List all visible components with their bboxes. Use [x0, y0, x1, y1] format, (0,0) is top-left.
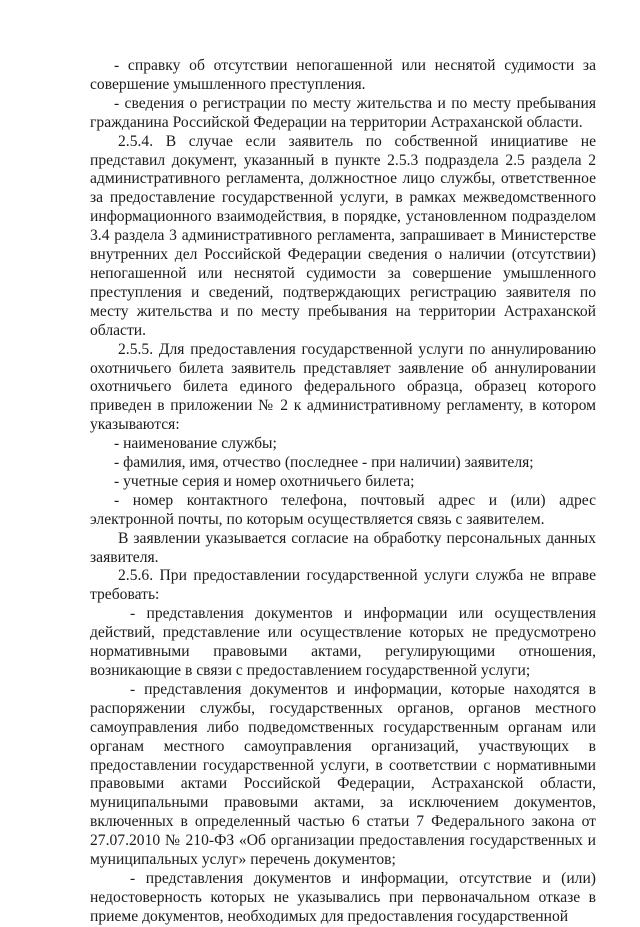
paragraph-2-5-4: 2.5.4. В случае если заявитель по собственной инициативе не представил документ, указанный в пункте 2.5.3 подраздела 2.5 раздела 2 административного регламента, должностное лицо службы, ответственное за предоставление государственной услуги, в рамках межведомственного информационного взаимодействия, в порядке, установленном подразделом 3.4 раздела 3 административного регламента, запрашивает в Министерстве внутренних дел Российской Федерации сведения о наличии (отсутствии) непогашенной или неснятой судимости за совершение умышленного преступления и сведений, подтверждающих регистрацию заявителя по месту жительства и по месту пребывания на территории Астраханской области.	[90, 132, 596, 339]
list-item-service-name: - наименование службы;	[114, 435, 277, 453]
paragraph-2-5-5: 2.5.5. Для предоставления государственной услуги по аннулированию охотничьего билета заявитель представляет заявление об аннулировании охотничьего билета единого федерального образца, образец которого приведен в приложении № 2 к административному регламенту, в котором указываются:	[90, 340, 596, 434]
list-item-full-name: - фамилия, имя, отчество (последнее - при наличии) заявителя;	[114, 454, 534, 472]
paragraph-criminal-record-certificate: - справку об отсутствии непогашенной или неснятой судимости за совершение умышленного преступления.	[90, 57, 596, 93]
paragraph-2-5-6: 2.5.6. При предоставлении государственной услуги служба не вправе требовать:	[90, 567, 596, 604]
paragraph-registration-info: - сведения о регистрации по месту жительства и по месту пребывания гражданина Российской Федерации на территории Астраханской области.	[90, 94, 596, 131]
list-item-documents-in-possession: - представления документов и информации, которые находятся в распоряжении службы, государственных органов, органов местного самоуправления либо подведомственных государственным органам или органам местного самоуправления организаций, участвующих в предоставлении государственной услуги, в соответствии с нормативными правовыми актами Российской Федерации, Астраханской области, муниципальными правовыми актами, за исключением документов, включенных в определенный частью 6 статьи 7 Федерального закона от 27.07.2010 № 210-ФЗ «Об организации предоставления государственных и муниципальных услуг» перечень документов;	[90, 680, 596, 869]
paragraph-personal-data-consent: В заявлении указывается согласие на обработку персональных данных заявителя.	[90, 529, 596, 566]
list-item-documents-not-indicated: - представления документов и информации, отсутствие и (или) недостоверность которых не указывались при первоначальном отказе в приеме документов, необходимых для предоставления государственной	[90, 869, 596, 925]
list-item-no-extra-documents: - представления документов и информации или осуществления действий, представление или осуществление которых не предусмотрено нормативными правовыми актами, регулирующими отношения, возникающие в связи с предоставлением государственной услуги;	[90, 605, 596, 679]
document-body	[90, 57, 596, 927]
list-item-contacts: - номер контактного телефона, почтовый адрес и (или) адрес электронной почты, по которым осуществляется связь с заявителем.	[90, 491, 596, 528]
list-item-ticket-number: - учетные серия и номер охотничьего билета;	[114, 472, 415, 490]
